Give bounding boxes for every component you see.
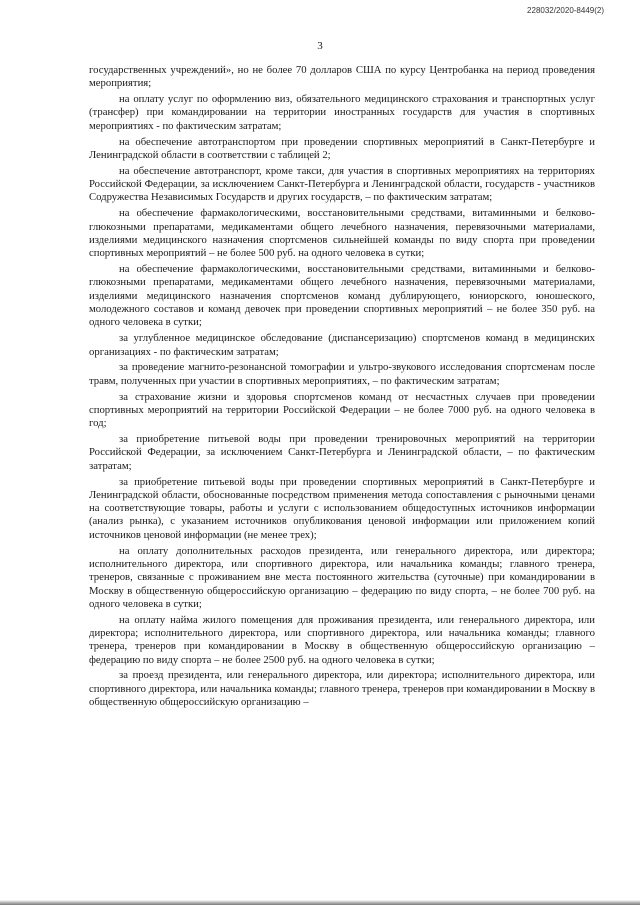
document-reference-number: 228032/2020-8449(2) (527, 6, 604, 15)
paragraph: на обеспечение автотранспорт, кроме такси, для участия в спортивных мероприятиях на территориях Российской Федерации, за исключением Санкт-Петербурга и Ленинградской области, государств - участников Содружества Независимых Государств и других государств, – по фактическим затратам; (89, 164, 595, 204)
page-number: 3 (317, 40, 323, 52)
paragraph: на оплату услуг по оформлению виз, обязательного медицинского страхования и транспортных услуг (трансфер) при командировании на территории иностранных государств для участия в спортивных мероприятиях - по фактическим затратам; (89, 93, 595, 132)
paragraph: за приобретение питьевой воды при проведении спортивных мероприятий в Санкт-Петербурге и Ленинградской области, обоснованные посредством применения метода сопоставления с рыночными ценами на соответствующие товары, работы и услуги с использованием общедоступных источников информации (анализ рынка), с указанием источников опубликования ценовой информации или приложением копий источников ценовой информации (не менее трех); (89, 475, 595, 541)
document-body (89, 64, 595, 712)
scan-edge-shadow (0, 900, 640, 905)
paragraph: на оплату дополнительных расходов президента, или генерального директора, или директора; исполнительного директора, или спортивного директора, или начальника команды; главного тренера, тренеров, связанные с проживанием вне места постоянного жительства (суточные) при командировании в Москву в общественную общероссийскую организацию – федерацию по виду спорта, – не более 700 руб. на одного человека в сутки; (89, 544, 595, 610)
paragraph: за проведение магнито-резонансной томографии и ультро-звукового исследования спортсменам после травм, полученных при участии в спортивных мероприятиях, – по фактическим затратам; (89, 361, 595, 387)
paragraph: на обеспечение фармакологическими, восстановительными средствами, витаминными и белково-глюкозными препаратами, медикаментами общего лечебного назначения, перевязочными материалами, изделиями медицинского назначения спортсменов сильнейшей команды по виду спорта при проведении спортивных мероприятий – не более 500 руб. на одного человека в сутки; (89, 207, 595, 260)
paragraph: на обеспечение автотранспортом при проведении спортивных мероприятий в Санкт-Петербурге и Ленинградской области в соответствии с таблицей 2; (89, 135, 595, 161)
paragraph: за приобретение питьевой воды при проведении тренировочных мероприятий на территории Российской Федерации, за исключением Санкт-Петербурга и Ленинградской области, – по фактическим затратам; (89, 433, 595, 472)
paragraph: за проезд президента, или генерального директора, или директора; исполнительного директора, или спортивного директора, или начальника команды; главного тренера, тренеров при командировании в Москву в общественную общероссийскую организацию – (89, 669, 595, 709)
paragraph: на оплату найма жилого помещения для проживания президента, или генерального директора, или директора; исполнительного директора, или спортивного директора, или начальника команды; главного тренера, тренеров при командировании в Москву в общественную общероссийскую организацию – федерацию по виду спорта – не более 2500 руб. на одного человека в сутки; (89, 613, 595, 666)
paragraph: за страхование жизни и здоровья спортсменов команд от несчастных случаев при проведении спортивных мероприятий на территории Российской Федерации – не более 7000 руб. на одного человека в год; (89, 390, 595, 430)
paragraph: за углубленное медицинское обследование (диспансеризацию) спортсменов команд в медицинских организациях - по фактическим затратам; (89, 332, 595, 358)
paragraph: государственных учреждений», но не более 70 долларов США по курсу Центробанка на период проведения мероприятия; (89, 64, 595, 90)
paragraph: на обеспечение фармакологическими, восстановительными средствами, витаминными и белково-глюкозными препаратами, медикаментами общего лечебного назначения, перевязочными материалами, изделиями медицинского назначения спортсменов команд дублирующего, юниорского, юношеского, молодежного составов и команд девочек при проведении спортивных мероприятий – не более 350 руб. на одного человека в сутки; (89, 263, 595, 329)
